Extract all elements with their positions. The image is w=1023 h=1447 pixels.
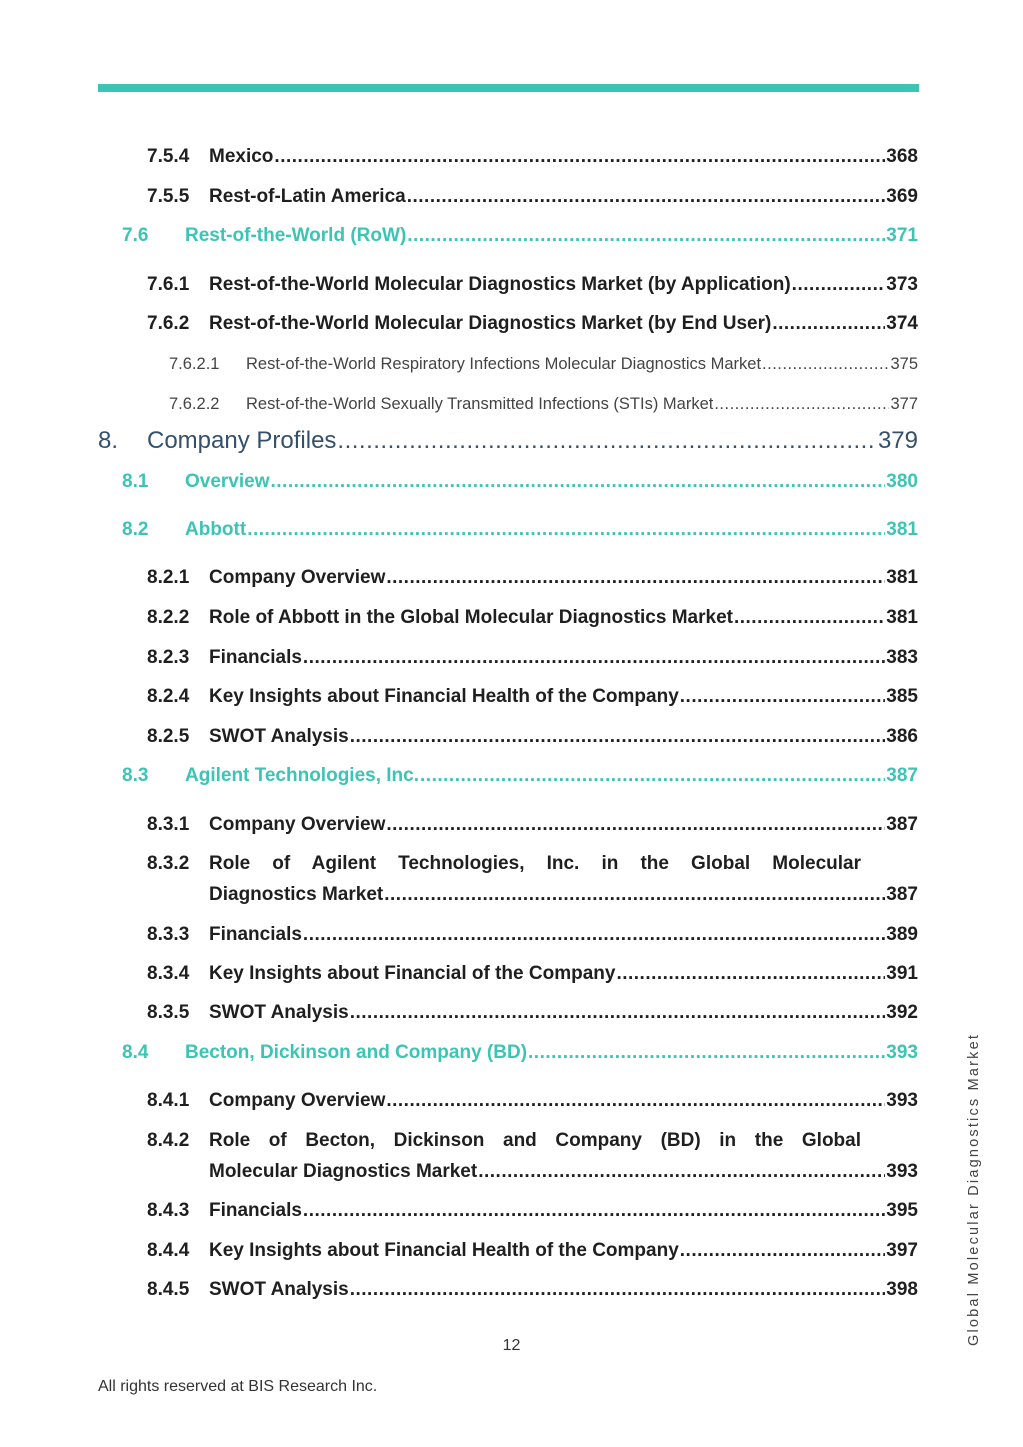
toc-leader-dots	[420, 765, 885, 787]
toc-title: Rest-of-the-World (RoW)	[185, 225, 407, 246]
toc-number: 8.2.1	[147, 567, 190, 588]
toc-title: Rest-of-the-World Respiratory Infections Molecular Diagnostics Market	[246, 355, 762, 373]
toc-title: Role of Abbott in the Global Molecular Diagnostics Market	[209, 607, 733, 628]
toc-entry-8-4-2[interactable]	[0, 1130, 918, 1192]
toc-page: 398	[886, 1279, 918, 1300]
toc-title: Overview	[185, 471, 270, 492]
toc-number: 8.3.4	[147, 963, 190, 984]
toc-entry-8-4-4[interactable]	[0, 1240, 918, 1262]
toc-number: 8.4	[122, 1042, 149, 1063]
toc-page: 379	[877, 427, 918, 454]
toc-number: 8.4.2	[147, 1130, 190, 1151]
toc-entry-7-5-5[interactable]	[0, 186, 918, 208]
toc-leader-dots	[407, 186, 886, 208]
toc-title: Company Overview	[209, 1090, 386, 1111]
toc-entry-8-3-2[interactable]	[0, 853, 918, 915]
toc-title-line2-row	[209, 1161, 918, 1183]
toc-entry-8-1[interactable]	[0, 471, 918, 493]
toc-number: 7.6.1	[147, 274, 190, 295]
toc-number: 7.6	[122, 225, 149, 246]
toc-number: 7.5.5	[147, 186, 190, 207]
toc-page: 380	[886, 471, 918, 492]
toc-entry-8-3-1[interactable]	[0, 814, 918, 836]
toc-number: 7.6.2.1	[169, 355, 220, 373]
toc-page: 393	[886, 1042, 918, 1063]
toc-entry-8-2-3[interactable]	[0, 647, 918, 669]
toc-title: SWOT Analysis	[209, 1279, 349, 1300]
toc-title: Company Overview	[209, 567, 386, 588]
toc-leader-dots	[714, 395, 889, 414]
toc-page: 387	[886, 765, 918, 786]
toc-leader-dots	[274, 146, 885, 168]
toc-title: Key Insights about Financial of the Company	[209, 963, 616, 984]
toc-title-line2: Diagnostics Market	[209, 884, 384, 905]
toc-title: Becton, Dickinson and Company (BD)	[185, 1042, 528, 1063]
toc-entry-7-5-4[interactable]	[0, 146, 918, 168]
toc-entry-8-3-5[interactable]	[0, 1002, 918, 1024]
toc-leader-dots	[337, 427, 877, 455]
toc-entry-8-3[interactable]	[0, 765, 918, 787]
toc-leader-dots	[680, 1240, 886, 1262]
toc-page: 389	[886, 924, 918, 945]
footer-copyright: All rights reserved at BIS Research Inc.	[98, 1378, 378, 1395]
toc-entry-8-4-1[interactable]	[0, 1090, 918, 1112]
toc-entry-8-2-2[interactable]	[0, 607, 918, 629]
toc-page: 385	[886, 686, 918, 707]
toc-entry-8-2-5[interactable]	[0, 726, 918, 748]
toc-number: 8.4.4	[147, 1240, 190, 1261]
toc-leader-dots	[247, 519, 885, 541]
toc-page: 373	[886, 274, 918, 295]
toc-entry-7-6-2-2[interactable]	[0, 395, 918, 414]
toc-page: 387	[886, 884, 918, 905]
toc-number: 8.2.3	[147, 647, 190, 668]
toc-chapter-8[interactable]	[0, 427, 918, 455]
toc-entry-8-4-3[interactable]	[0, 1200, 918, 1222]
toc-leader-dots	[386, 814, 885, 836]
toc-leader-dots	[407, 225, 885, 247]
toc-entry-7-6[interactable]	[0, 225, 918, 247]
toc-title: Agilent Technologies, Inc.	[185, 765, 420, 786]
toc-entry-8-2-4[interactable]	[0, 686, 918, 708]
toc-title: Rest-of-the-World Sexually Transmitted Infections (STIs) Market	[246, 395, 714, 413]
toc-entry-8-4-5[interactable]	[0, 1279, 918, 1301]
toc-leader-dots	[350, 1279, 886, 1301]
toc-leader-dots	[478, 1161, 885, 1183]
toc-entry-7-6-2[interactable]	[0, 313, 918, 335]
toc-number: 8.2.2	[147, 607, 190, 628]
toc-entry-7-6-2-1[interactable]	[0, 355, 918, 374]
toc-number: 8.2	[122, 519, 149, 540]
toc-number: 8.3.3	[147, 924, 190, 945]
toc-number: 7.6.2.2	[169, 395, 220, 413]
toc-page: 377	[890, 395, 918, 413]
toc-page: 392	[886, 1002, 918, 1023]
toc-page: 395	[886, 1200, 918, 1221]
toc-number: 8.2.4	[147, 686, 190, 707]
toc-leader-dots	[616, 963, 885, 985]
toc-title: Key Insights about Financial Health of the Company	[209, 1240, 679, 1261]
toc-title: Rest-of-Latin America	[209, 186, 406, 207]
toc-number: 8.3.5	[147, 1002, 190, 1023]
toc-title: Financials	[209, 647, 302, 668]
toc-number: 8.4.5	[147, 1279, 190, 1300]
toc-title: Abbott	[185, 519, 247, 540]
toc-page: 368	[886, 146, 918, 167]
toc-leader-dots	[350, 1002, 886, 1024]
toc-title-line1: Role of Agilent Technologies, Inc. in the Global Molecular	[209, 853, 861, 874]
toc-number: 8.3	[122, 765, 149, 786]
toc-leader-dots	[792, 274, 886, 296]
toc-page: 381	[886, 519, 918, 540]
toc-page: 393	[886, 1090, 918, 1111]
toc-leader-dots	[762, 355, 889, 374]
toc-leader-dots	[772, 313, 885, 335]
toc-page: 374	[886, 313, 918, 334]
toc-page: 369	[886, 186, 918, 207]
toc-title: Financials	[209, 924, 302, 945]
toc-number: 8.3.1	[147, 814, 190, 835]
page-number: 12	[502, 1337, 521, 1354]
toc-title: Financials	[209, 1200, 302, 1221]
toc-page: 381	[886, 567, 918, 588]
toc-entry-7-6-1[interactable]	[0, 274, 918, 296]
toc-leader-dots	[386, 1090, 885, 1112]
toc-page: 371	[886, 225, 918, 246]
toc-leader-dots	[384, 884, 885, 906]
toc-number: 8.4.1	[147, 1090, 190, 1111]
toc-entry-8-3-4[interactable]	[0, 963, 918, 985]
toc-title: SWOT Analysis	[209, 726, 349, 747]
toc-leader-dots	[680, 686, 886, 708]
toc-leader-dots	[350, 726, 886, 748]
toc-number: 7.6.2	[147, 313, 190, 334]
toc-title: Mexico	[209, 146, 274, 167]
toc-page: 397	[886, 1240, 918, 1261]
toc-title-line2-row	[209, 884, 918, 906]
toc-entry-8-2-1[interactable]	[0, 567, 918, 589]
side-report-title: Global Molecular Diagnostics Market	[966, 1032, 982, 1346]
toc-entry-8-3-3[interactable]	[0, 924, 918, 946]
toc-title-line2: Molecular Diagnostics Market	[209, 1161, 478, 1182]
toc-page: 391	[886, 963, 918, 984]
toc-title: Company Profiles	[147, 427, 337, 454]
toc-title-line1: Role of Becton, Dickinson and Company (BD) in the Global	[209, 1130, 861, 1151]
toc-entry-8-4[interactable]	[0, 1042, 918, 1064]
toc-entry-8-2[interactable]	[0, 519, 918, 541]
toc-number: 8.3.2	[147, 853, 190, 874]
toc-page: 381	[886, 607, 918, 628]
toc-page: 387	[886, 814, 918, 835]
toc-page: 383	[886, 647, 918, 668]
toc-number: 8.	[98, 427, 119, 454]
toc-title: Rest-of-the-World Molecular Diagnostics Market (by End User)	[209, 313, 772, 334]
toc-page: 375	[890, 355, 918, 373]
toc-title: Rest-of-the-World Molecular Diagnostics Market (by Application)	[209, 274, 791, 295]
toc-title: Key Insights about Financial Health of the Company	[209, 686, 679, 707]
toc-leader-dots	[303, 647, 885, 669]
toc-leader-dots	[386, 567, 885, 589]
toc-leader-dots	[271, 471, 886, 493]
toc-number: 7.5.4	[147, 146, 190, 167]
toc-leader-dots	[528, 1042, 885, 1064]
toc-number: 8.2.5	[147, 726, 190, 747]
toc-number: 8.1	[122, 471, 149, 492]
toc-page: 386	[886, 726, 918, 747]
toc-leader-dots	[303, 924, 885, 946]
toc-number: 8.4.3	[147, 1200, 190, 1221]
toc-leader-dots	[734, 607, 885, 629]
toc-leader-dots	[303, 1200, 885, 1222]
toc-page: 393	[886, 1161, 918, 1182]
toc-title: SWOT Analysis	[209, 1002, 349, 1023]
toc-title: Company Overview	[209, 814, 386, 835]
